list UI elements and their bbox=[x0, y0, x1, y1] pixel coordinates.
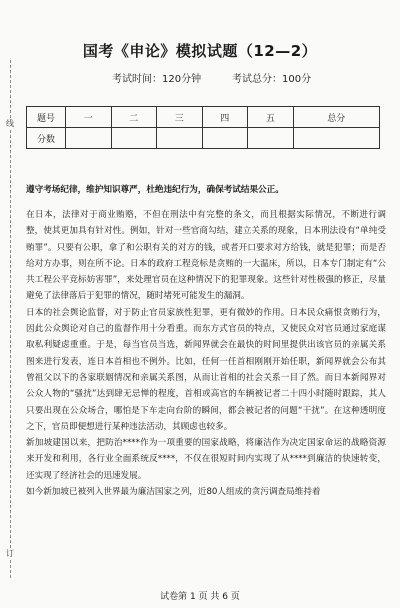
exam-time: 考试时间：120分钟 bbox=[112, 74, 202, 85]
score-table-col-3: 三 bbox=[157, 107, 203, 128]
score-table-col-5: 五 bbox=[248, 107, 294, 128]
score-table-col-4: 四 bbox=[202, 107, 248, 128]
paragraph: 在日本，法律对于商业贿赂，不但在刑法中有完整的条文，而且根据实际情况，不断进行调整，使其更加具有针对性。例如，针对一些官商勾结，建立关系的现象，日本刑法设有“单纯受贿罪”。只要有公职，拿了和公职有关的对方的钱，或者开口要求对方给钱，就是犯罪；而是否给对方办事，则在所不论。日本的政府工程竞标是贪贿的一大温床，所以，日本专门制定有“公共工程公平竞标妨害罪”，来处理官员在这种情况下的犯罪现象。这些针对性极强的修正，尽量避免了法律落后于犯罪的情况，随时堵死可能发生的漏洞。 bbox=[26, 210, 386, 302]
score-cell-total[interactable] bbox=[293, 128, 379, 149]
score-cell[interactable] bbox=[248, 128, 294, 149]
margin-mark-line: 线 bbox=[6, 119, 14, 128]
score-table-row-label: 分数 bbox=[27, 128, 66, 149]
score-cell[interactable] bbox=[157, 128, 203, 149]
score-table-col-2: 二 bbox=[111, 107, 157, 128]
paragraph: 新加坡建国以来，把防治****作为一项重要的国家战略，将廉洁作为决定国家命运的战略资源来开发和利用，各行业全面系统反****，不仅在很短时间内实现了从****到廉洁的快速转变，还实现了经济社会的迅速发展。 bbox=[26, 438, 386, 481]
score-cell[interactable] bbox=[202, 128, 248, 149]
score-table-header-row bbox=[27, 107, 380, 128]
article-body bbox=[26, 207, 386, 500]
score-table-score-row bbox=[27, 128, 380, 149]
page-footer: 试卷第 1 页 共 6 页 bbox=[160, 592, 240, 602]
paragraph: 如今新加坡已被列入世界最为廉洁国家之列，近80人组成的贪污调查局维持着 bbox=[26, 487, 321, 498]
score-cell[interactable] bbox=[66, 128, 112, 149]
score-table bbox=[26, 106, 380, 149]
binding-line bbox=[10, 60, 11, 578]
exam-title: 国考《申论》模拟试题（12—2） bbox=[82, 42, 318, 60]
paragraph: 日本的社会舆论监督，对于防止官员家族性犯罪，更有微妙的作用。日本民众痛恨贪贿行为，因此公众舆论对自己的监督作用十分看重。而东方式官员的特点，又使民众对官员通过家庭谋取私利疑虑重重。于是，每当官员当选，新闻界就会在最快的时间里提供出该官员的亲属关系图来进行发表，连日本首相也不例外。比如，任何一任首相刚刚开始任职，新闻界就会公布其曾祖父以下的各家联姻情况和亲属关系图，从而让首相的社会关系一目了然。而日本新闻界对公众人物的“骚扰”达到肆无忌惮的程度，首相或高官的车辆被记者二十四小时随时跟踪，其人只要出现在公众场合，哪怕是下车走向台阶的瞬间，都会被记者的问题“干扰”。在这种透明度之下，官员即便想进行某种违法活动，其顾虑也较多。 bbox=[26, 307, 386, 432]
exam-total-score: 考试总分：100分 bbox=[232, 74, 312, 85]
score-cell[interactable] bbox=[111, 128, 157, 149]
score-table-col-1: 一 bbox=[66, 107, 112, 128]
margin-mark-bind: 订 bbox=[6, 549, 14, 558]
score-table-col-total: 总分 bbox=[293, 107, 379, 128]
score-table-header-label: 题号 bbox=[27, 107, 66, 128]
exam-notice: 遵守考场纪律，维护知识尊严，杜绝违纪行为，确保考试结果公正。 bbox=[26, 185, 284, 195]
